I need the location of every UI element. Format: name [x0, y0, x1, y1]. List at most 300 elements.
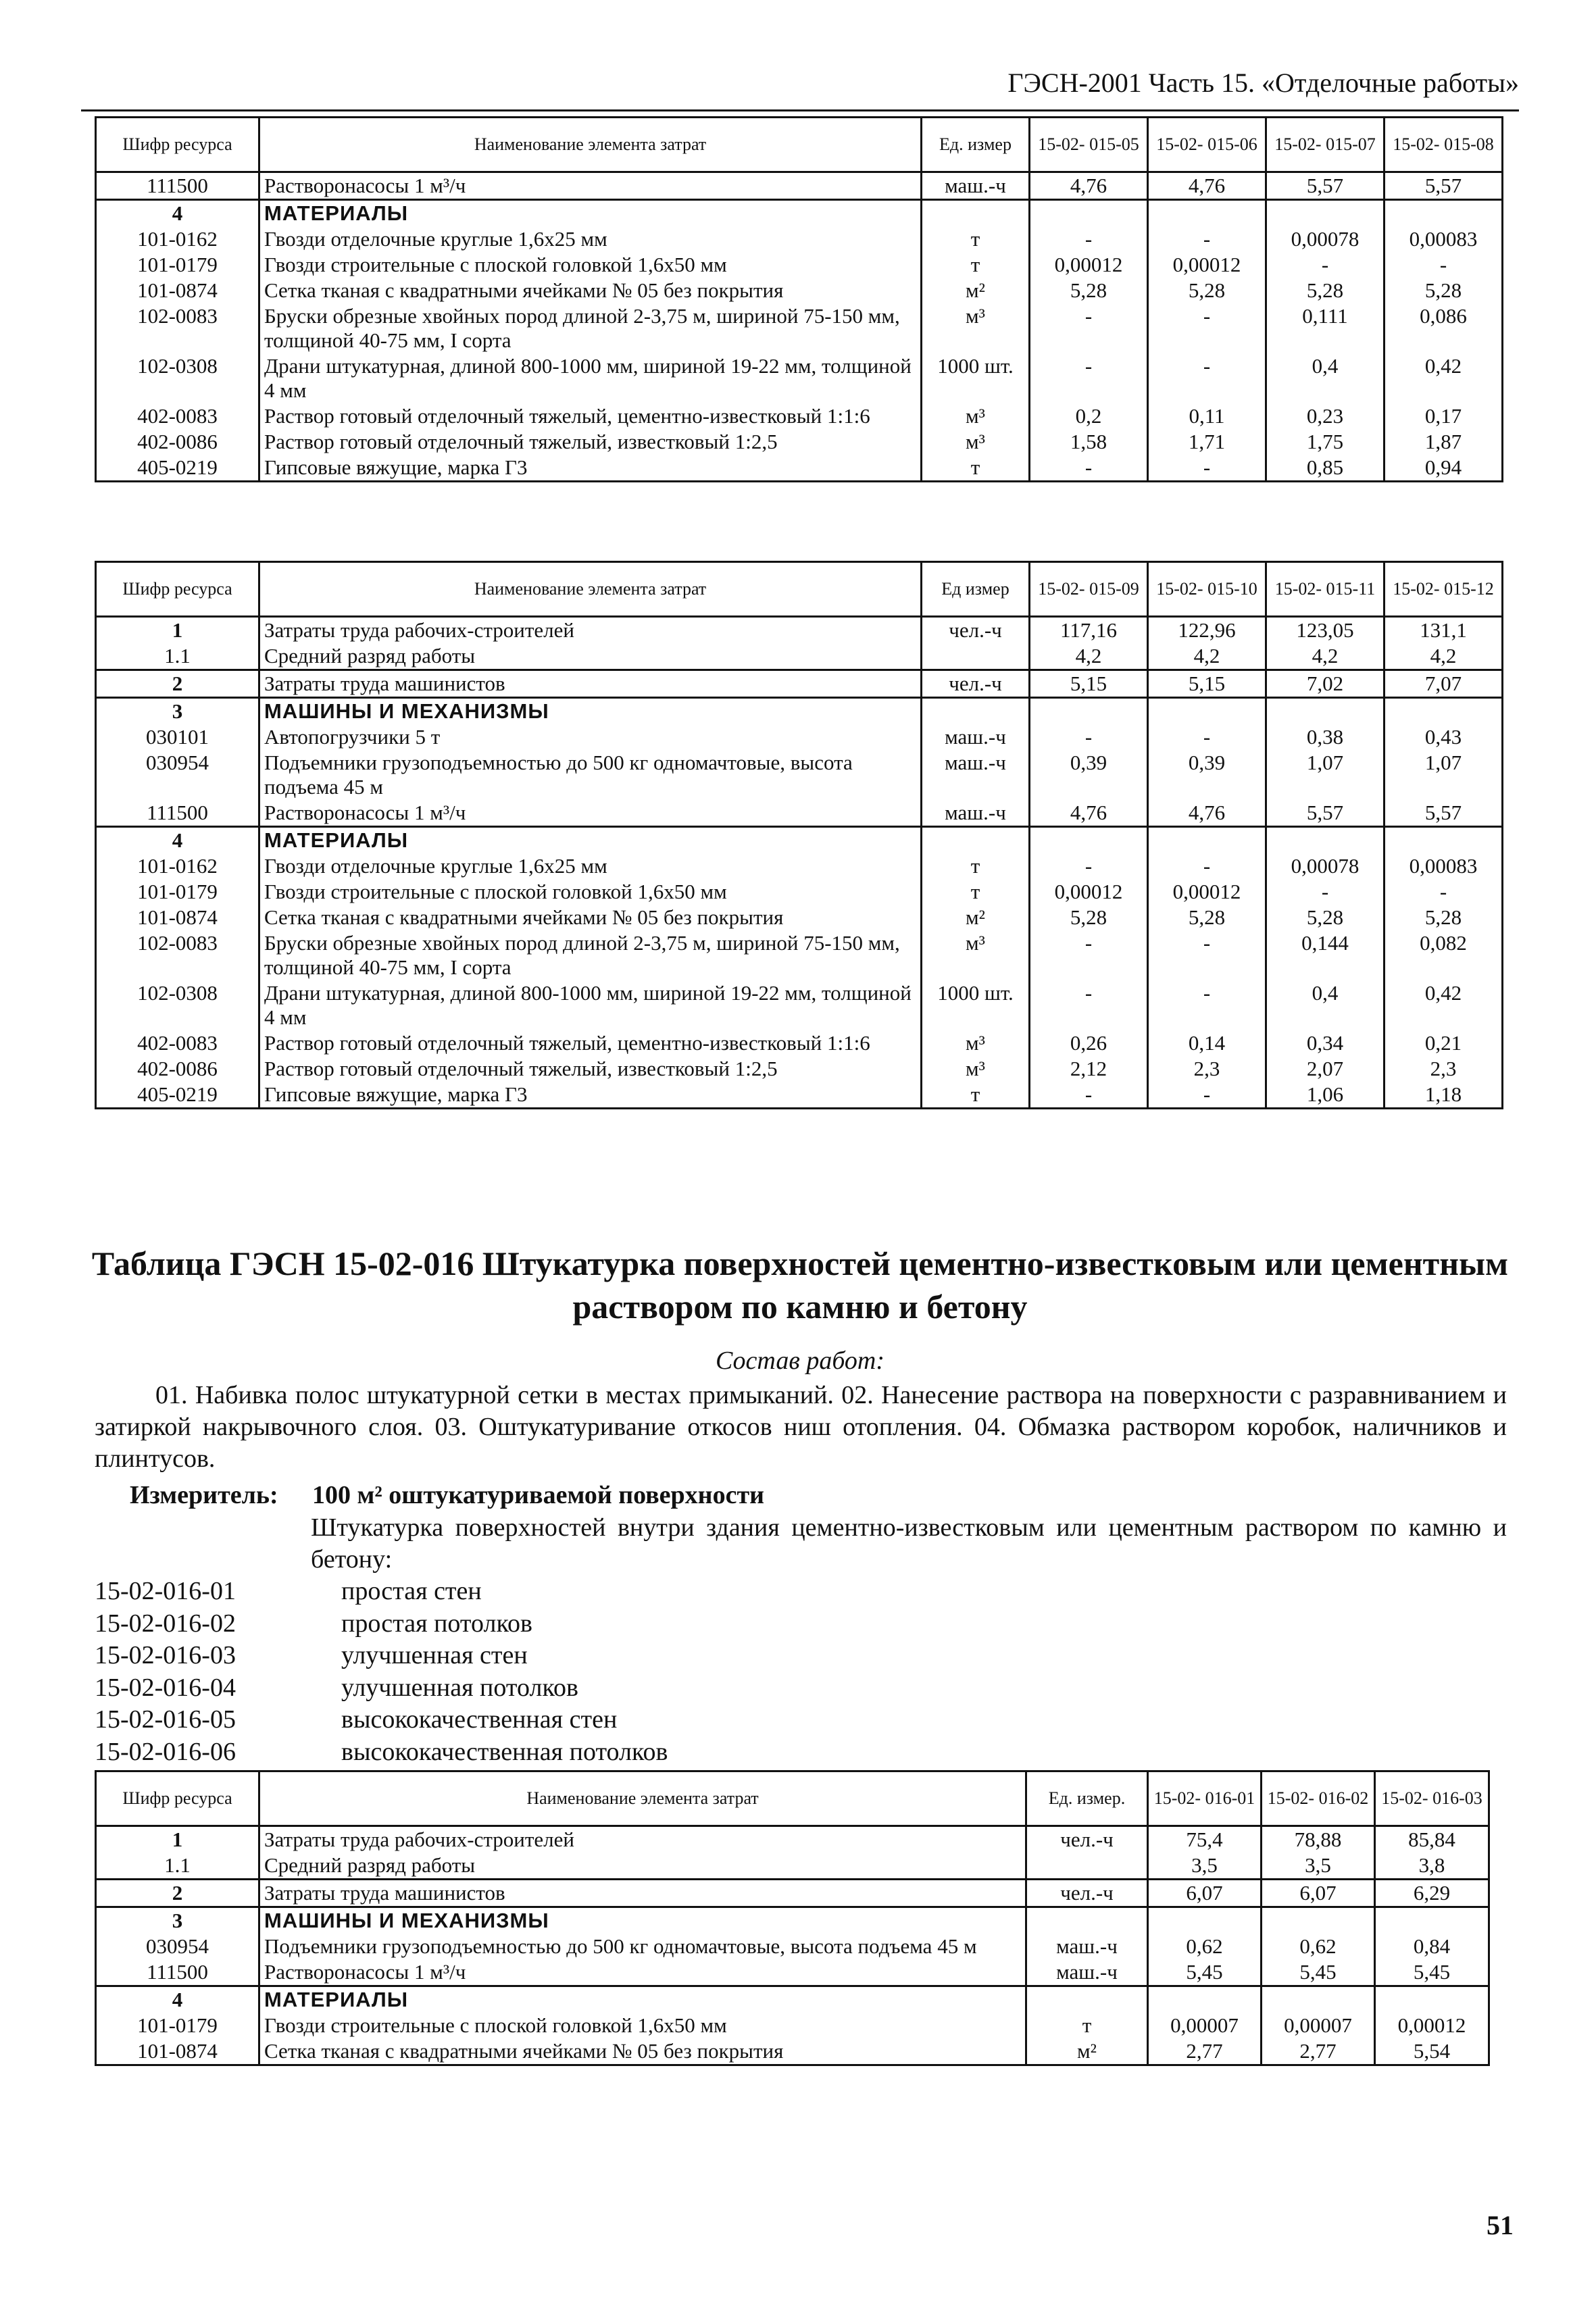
header-code: Шифр ресурса — [96, 1771, 259, 1826]
resource-value: 5,28 — [1385, 905, 1503, 930]
resource-value: 1,07 — [1385, 750, 1503, 800]
resource-value: 0,00007 — [1148, 2013, 1262, 2038]
resource-code: 405-0219 — [96, 1082, 259, 1109]
resource-code: 2 — [96, 1880, 259, 1907]
resource-code: 102-0083 — [96, 930, 259, 980]
header-code: Шифр ресурса — [96, 118, 259, 172]
resource-value: 0,85 — [1266, 455, 1385, 482]
variant-text: простая потолков — [341, 1609, 532, 1638]
section-title: МАШИНЫ И МЕХАНИЗМЫ — [259, 1907, 1026, 1934]
resource-value: 0,00083 — [1385, 853, 1503, 879]
resource-value: 0,23 — [1266, 403, 1385, 429]
resource-unit: т — [922, 252, 1030, 278]
list-item — [95, 1640, 668, 1672]
resource-value: 2,77 — [1148, 2038, 1262, 2065]
resource-value: 0,39 — [1148, 750, 1266, 800]
resource-name: Затраты труда машинистов — [259, 1880, 1026, 1907]
resource-name: Драни штукатурная, длиной 800-1000 мм, шириной 19-22 мм, толщиной 4 мм — [259, 980, 922, 1030]
resource-value: 0,00012 — [1375, 2013, 1489, 2038]
section-title: МАТЕРИАЛЫ — [259, 827, 922, 854]
table-row — [96, 853, 1503, 879]
resource-value: 0,38 — [1266, 724, 1385, 750]
header-col: 15-02- 015-08 — [1385, 118, 1503, 172]
meter-label: Измеритель: — [130, 1481, 278, 1509]
resource-value: 2,3 — [1385, 1056, 1503, 1082]
table-row — [96, 905, 1503, 930]
resource-value: - — [1148, 930, 1266, 980]
variant-text: высококачественная потолков — [341, 1737, 668, 1766]
resource-name: Раствор готовый отделочный тяжелый, цементно-известковый 1:1:6 — [259, 403, 922, 429]
resource-value: - — [1030, 980, 1148, 1030]
resource-code: 2 — [96, 670, 259, 698]
resource-value: 85,84 — [1375, 1826, 1489, 1853]
list-item — [95, 1576, 668, 1608]
resource-value: 3,5 — [1148, 1853, 1262, 1880]
resource-value: 0,84 — [1375, 1934, 1489, 1959]
resource-value: 1,07 — [1266, 750, 1385, 800]
resource-name: Бруски обрезные хвойных пород длиной 2-3,75 м, шириной 75-150 мм, толщиной 40-75 мм, I сорта — [259, 303, 922, 353]
resource-name: Гвозди отделочные круглые 1,6х25 мм — [259, 853, 922, 879]
list-item — [95, 1608, 668, 1640]
resource-value: - — [1385, 879, 1503, 905]
resource-value: 5,28 — [1030, 905, 1148, 930]
table-row — [96, 670, 1503, 698]
running-header: ГЭСН-2001 Часть 15. «Отделочные работы» — [1007, 68, 1519, 98]
resource-unit: чел.-ч — [1026, 1826, 1148, 1853]
resource-value: 0,62 — [1148, 1934, 1262, 1959]
resource-value: - — [1148, 303, 1266, 353]
section-title: МАТЕРИАЛЫ — [259, 1986, 1026, 2013]
resource-value: 4,76 — [1148, 172, 1266, 200]
resource-value: 6,29 — [1375, 1880, 1489, 1907]
resource-unit — [922, 643, 1030, 670]
resource-name: Средний разряд работы — [259, 643, 922, 670]
table-row — [96, 2038, 1489, 2065]
list-item — [95, 1672, 668, 1705]
resource-value: 3,8 — [1375, 1853, 1489, 1880]
resource-code: 1.1 — [96, 643, 259, 670]
section-row — [96, 1907, 1489, 1934]
variant-code: 15-02-016-05 — [95, 1705, 236, 1734]
resource-name: Гвозди строительные с плоской головкой 1,6х50 мм — [259, 252, 922, 278]
resource-value: 1,75 — [1266, 429, 1385, 455]
resource-code: 030101 — [96, 724, 259, 750]
resource-value: - — [1148, 1082, 1266, 1109]
table-row — [96, 1934, 1489, 1959]
header-col: 15-02- 015-11 — [1266, 562, 1385, 617]
resource-value: - — [1030, 853, 1148, 879]
resource-value: 0,00078 — [1266, 226, 1385, 252]
resource-value: 0,62 — [1262, 1934, 1375, 1959]
resource-unit: маш.-ч — [1026, 1959, 1148, 1986]
table-row — [96, 252, 1503, 278]
resource-unit: т — [922, 1082, 1030, 1109]
resource-value: 0,082 — [1385, 930, 1503, 980]
variant-code: 15-02-016-04 — [95, 1673, 236, 1702]
page-number: 51 — [1487, 2210, 1514, 2240]
resource-value: 0,42 — [1385, 353, 1503, 403]
resource-name: Гвозди строительные с плоской головкой 1,6х50 мм — [259, 2013, 1026, 2038]
section-number: 3 — [96, 1907, 259, 1934]
section-row — [96, 200, 1503, 227]
header-col: 15-02- 015-10 — [1148, 562, 1266, 617]
resource-code: 101-0179 — [96, 252, 259, 278]
resource-value: - — [1266, 879, 1385, 905]
resource-name: Сетка тканая с квадратными ячейками № 05 без покрытия — [259, 2038, 1026, 2065]
table-row — [96, 930, 1503, 980]
resource-value: 5,15 — [1030, 670, 1148, 698]
header-col: 15-02- 015-05 — [1030, 118, 1148, 172]
table-row — [96, 980, 1503, 1030]
resource-unit: чел.-ч — [1026, 1880, 1148, 1907]
table-row — [96, 2013, 1489, 2038]
header-col: 15-02- 015-12 — [1385, 562, 1503, 617]
resource-value: 2,77 — [1262, 2038, 1375, 2065]
table-row — [96, 1826, 1489, 1853]
header-name: Наименование элемента затрат — [259, 1771, 1026, 1826]
variant-code: 15-02-016-01 — [95, 1577, 236, 1605]
resource-unit: маш.-ч — [922, 724, 1030, 750]
resource-value: 0,00012 — [1030, 879, 1148, 905]
meter-description: Штукатурка поверхностей внутри здания цементно-известковым или цементным раствором по камню и бетону: — [311, 1513, 1507, 1574]
variant-text: высококачественная стен — [341, 1705, 618, 1734]
resource-name: Растворонасосы 1 м³/ч — [259, 1959, 1026, 1986]
section-number: 4 — [96, 827, 259, 854]
resource-name: Гипсовые вяжущие, марка Г3 — [259, 1082, 922, 1109]
resource-code: 102-0308 — [96, 980, 259, 1030]
resource-value: - — [1266, 252, 1385, 278]
resource-value: 0,34 — [1266, 1030, 1385, 1056]
resource-value: 5,54 — [1375, 2038, 1489, 2065]
resource-value: 5,28 — [1030, 278, 1148, 303]
resource-value: 6,07 — [1148, 1880, 1262, 1907]
resource-value: 0,00012 — [1030, 252, 1148, 278]
resource-value: 0,39 — [1030, 750, 1148, 800]
variant-text: улучшенная потолков — [341, 1673, 578, 1702]
resource-value: 5,57 — [1266, 172, 1385, 200]
header-col: 15-02- 016-01 — [1148, 1771, 1262, 1826]
resource-value: 7,07 — [1385, 670, 1503, 698]
resource-unit: маш.-ч — [1026, 1934, 1148, 1959]
resource-unit: м³ — [922, 303, 1030, 353]
section-row — [96, 1986, 1489, 2013]
resource-value: 0,14 — [1148, 1030, 1266, 1056]
resource-unit: м² — [922, 905, 1030, 930]
resource-value: - — [1030, 303, 1148, 353]
resource-name: Раствор готовый отделочный тяжелый, известковый 1:2,5 — [259, 1056, 922, 1082]
resource-value: 0,144 — [1266, 930, 1385, 980]
resource-code: 402-0086 — [96, 429, 259, 455]
resource-value: - — [1148, 980, 1266, 1030]
resource-unit: т — [922, 226, 1030, 252]
variant-code: 15-02-016-02 — [95, 1609, 236, 1638]
resource-name: Гвозди отделочные круглые 1,6х25 мм — [259, 226, 922, 252]
table-row — [96, 1082, 1503, 1109]
header-name: Наименование элемента затрат — [259, 562, 922, 617]
resource-value: - — [1148, 455, 1266, 482]
resource-code: 1.1 — [96, 1853, 259, 1880]
resource-value: 0,00007 — [1262, 2013, 1375, 2038]
resource-value: 3,5 — [1262, 1853, 1375, 1880]
resource-value: 5,45 — [1148, 1959, 1262, 1986]
resource-code: 030954 — [96, 750, 259, 800]
resource-value: 5,28 — [1266, 278, 1385, 303]
resource-value: 0,111 — [1266, 303, 1385, 353]
header-rule — [81, 109, 1519, 111]
resource-value: 5,15 — [1148, 670, 1266, 698]
resource-value: 0,94 — [1385, 455, 1503, 482]
resource-code: 111500 — [96, 1959, 259, 1986]
resource-value: 5,45 — [1262, 1959, 1375, 1986]
section-number: 4 — [96, 1986, 259, 2013]
resource-name: Подъемники грузоподъемностью до 500 кг одномачтовые, высота подъема 45 м — [259, 1934, 1026, 1959]
resource-code: 402-0086 — [96, 1056, 259, 1082]
resource-value: 0,00012 — [1148, 879, 1266, 905]
resource-name: Сетка тканая с квадратными ячейками № 05 без покрытия — [259, 905, 922, 930]
resource-value: - — [1030, 226, 1148, 252]
table-header — [96, 562, 1503, 617]
resource-name: Затраты труда рабочих-строителей — [259, 617, 922, 644]
resource-value: 75,4 — [1148, 1826, 1262, 1853]
composition-text: 01. Набивка полос штукатурной сетки в местах примыканий. 02. Нанесение раствора на поверхности с разравниванием и затиркой накрывочного слоя. 03. Оштукатуривание откосов ниш отопления. 04. Обмазка раствором коробок, наличников и плинтусов. — [95, 1381, 1507, 1473]
resource-code: 101-0179 — [96, 879, 259, 905]
resource-value: 2,3 — [1148, 1056, 1266, 1082]
resource-value: 0,00083 — [1385, 226, 1503, 252]
resource-unit: чел.-ч — [922, 670, 1030, 698]
resource-name: Автопогрузчики 5 т — [259, 724, 922, 750]
section-number: 4 — [96, 200, 259, 227]
resource-value: 0,26 — [1030, 1030, 1148, 1056]
resource-value: 0,17 — [1385, 403, 1503, 429]
resource-code: 402-0083 — [96, 403, 259, 429]
section-number: 3 — [96, 698, 259, 725]
header-unit: Ед. измер. — [1026, 1771, 1148, 1826]
table-row — [96, 724, 1503, 750]
table-header — [96, 1771, 1489, 1826]
resource-unit: маш.-ч — [922, 750, 1030, 800]
section-title: Таблица ГЭСН 15-02-016 Штукатурка поверхностей цементно-известковым или цементным раствором по камню и бетону — [91, 1244, 1509, 1326]
variant-code: 15-02-016-03 — [95, 1641, 236, 1669]
section-row — [96, 698, 1503, 725]
resource-value: 0,2 — [1030, 403, 1148, 429]
resource-unit: чел.-ч — [922, 617, 1030, 644]
resource-name: Подъемники грузоподъемностью до 500 кг одномачтовые, высота подъема 45 м — [259, 750, 922, 800]
table-row — [96, 879, 1503, 905]
table-row — [96, 800, 1503, 827]
resource-value: - — [1030, 1082, 1148, 1109]
resource-value: 0,11 — [1148, 403, 1266, 429]
table-row — [96, 1030, 1503, 1056]
table-row — [96, 429, 1503, 455]
header-col: 15-02- 016-02 — [1262, 1771, 1375, 1826]
resource-unit: м³ — [922, 1056, 1030, 1082]
header-col: 15-02- 015-07 — [1266, 118, 1385, 172]
table-row — [96, 353, 1503, 403]
resource-value: 0,43 — [1385, 724, 1503, 750]
variant-text: простая стен — [341, 1577, 482, 1605]
resource-value: 4,2 — [1385, 643, 1503, 670]
cost-table-015-09-12 — [95, 561, 1503, 1109]
section-row — [96, 827, 1503, 854]
resource-name: Средний разряд работы — [259, 1853, 1026, 1880]
composition-title: Состав работ: — [715, 1347, 885, 1375]
resource-value: 4,76 — [1030, 172, 1148, 200]
list-item — [95, 1704, 668, 1736]
resource-value: 2,12 — [1030, 1056, 1148, 1082]
table-row — [96, 750, 1503, 800]
resource-unit: м³ — [922, 1030, 1030, 1056]
table-row — [96, 303, 1503, 353]
resource-code: 1 — [96, 1826, 259, 1853]
resource-value: 5,28 — [1385, 278, 1503, 303]
resource-value: - — [1030, 930, 1148, 980]
header-col: 15-02- 015-06 — [1148, 118, 1266, 172]
resource-value: 1,58 — [1030, 429, 1148, 455]
table-row — [96, 403, 1503, 429]
table-row — [96, 1959, 1489, 1986]
resource-name: Затраты труда рабочих-строителей — [259, 1826, 1026, 1853]
table-row — [96, 1056, 1503, 1082]
cost-table-015-05-08 — [95, 116, 1503, 482]
header-unit: Ед измер — [922, 562, 1030, 617]
resource-code: 102-0308 — [96, 353, 259, 403]
resource-name: Растворонасосы 1 м³/ч — [259, 172, 922, 200]
resource-code: 101-0179 — [96, 2013, 259, 2038]
resource-value: 5,57 — [1385, 172, 1503, 200]
resource-unit: маш.-ч — [922, 800, 1030, 827]
resource-unit: т — [922, 455, 1030, 482]
resource-value: - — [1385, 252, 1503, 278]
resource-value: 123,05 — [1266, 617, 1385, 644]
table-row — [96, 172, 1503, 200]
resource-value: 0,00078 — [1266, 853, 1385, 879]
resource-name: Растворонасосы 1 м³/ч — [259, 800, 922, 827]
resource-value: 0,00012 — [1148, 252, 1266, 278]
resource-unit: м³ — [922, 429, 1030, 455]
table-row — [96, 617, 1503, 644]
section-title: МАТЕРИАЛЫ — [259, 200, 922, 227]
table-row — [96, 455, 1503, 482]
resource-value: 4,76 — [1030, 800, 1148, 827]
resource-unit: т — [922, 853, 1030, 879]
resource-code: 101-0874 — [96, 278, 259, 303]
resource-code: 101-0162 — [96, 226, 259, 252]
resource-value: 122,96 — [1148, 617, 1266, 644]
resource-unit: маш.-ч — [922, 172, 1030, 200]
table-row — [96, 643, 1503, 670]
resource-code: 111500 — [96, 172, 259, 200]
resource-name: Драни штукатурная, длиной 800-1000 мм, шириной 19-22 мм, толщиной 4 мм — [259, 353, 922, 403]
resource-value: 78,88 — [1262, 1826, 1375, 1853]
resource-code: 101-0874 — [96, 2038, 259, 2065]
header-unit: Ед. измер — [922, 118, 1030, 172]
resource-name: Гипсовые вяжущие, марка Г3 — [259, 455, 922, 482]
resource-value: 0,4 — [1266, 353, 1385, 403]
header-name: Наименование элемента затрат — [259, 118, 922, 172]
resource-value: 4,76 — [1148, 800, 1266, 827]
resource-value: 5,57 — [1266, 800, 1385, 827]
resource-name: Затраты труда машинистов — [259, 670, 922, 698]
resource-unit: м³ — [922, 930, 1030, 980]
resource-value: 5,57 — [1385, 800, 1503, 827]
resource-value: - — [1148, 226, 1266, 252]
resource-value: 1,18 — [1385, 1082, 1503, 1109]
resource-value: 0,4 — [1266, 980, 1385, 1030]
resource-value: 131,1 — [1385, 617, 1503, 644]
cost-table-016-01-03 — [95, 1770, 1490, 2066]
table-row — [96, 1880, 1489, 1907]
resource-unit: м² — [922, 278, 1030, 303]
resource-value: 117,16 — [1030, 617, 1148, 644]
resource-value: - — [1030, 455, 1148, 482]
variant-code: 15-02-016-06 — [95, 1737, 236, 1766]
resource-value: 0,42 — [1385, 980, 1503, 1030]
resource-value: 5,28 — [1148, 905, 1266, 930]
resource-value: 5,45 — [1375, 1959, 1489, 1986]
resource-value: 5,28 — [1266, 905, 1385, 930]
resource-name: Раствор готовый отделочный тяжелый, известковый 1:2,5 — [259, 429, 922, 455]
table-row — [96, 278, 1503, 303]
resource-value: - — [1148, 353, 1266, 403]
resource-code: 1 — [96, 617, 259, 644]
resource-value: 2,07 — [1266, 1056, 1385, 1082]
resource-value: 4,2 — [1030, 643, 1148, 670]
resource-value: 0,21 — [1385, 1030, 1503, 1056]
meter-value: 100 м² оштукатуриваемой поверхности — [312, 1481, 765, 1509]
resource-value: 0,086 — [1385, 303, 1503, 353]
resource-unit: т — [1026, 2013, 1148, 2038]
resource-value: 4,2 — [1266, 643, 1385, 670]
resource-name: Сетка тканая с квадратными ячейками № 05 без покрытия — [259, 278, 922, 303]
resource-value: 6,07 — [1262, 1880, 1375, 1907]
resource-code: 405-0219 — [96, 455, 259, 482]
resource-code: 101-0874 — [96, 905, 259, 930]
list-item — [95, 1736, 668, 1769]
resource-unit: 1000 шт. — [922, 353, 1030, 403]
resource-name: Раствор готовый отделочный тяжелый, цементно-известковый 1:1:6 — [259, 1030, 922, 1056]
resource-unit: т — [922, 879, 1030, 905]
resource-name: Бруски обрезные хвойных пород длиной 2-3,75 м, шириной 75-150 мм, толщиной 40-75 мм, I сорта — [259, 930, 922, 980]
table-row — [96, 1853, 1489, 1880]
resource-unit: 1000 шт. — [922, 980, 1030, 1030]
resource-value: 5,28 — [1148, 278, 1266, 303]
resource-unit: м³ — [922, 403, 1030, 429]
resource-value: - — [1030, 724, 1148, 750]
resource-value: 7,02 — [1266, 670, 1385, 698]
resource-value: 4,2 — [1148, 643, 1266, 670]
resource-code: 030954 — [96, 1934, 259, 1959]
table-row — [96, 226, 1503, 252]
resource-value: - — [1030, 353, 1148, 403]
header-col: 15-02- 016-03 — [1375, 1771, 1489, 1826]
resource-code: 111500 — [96, 800, 259, 827]
section-title: МАШИНЫ И МЕХАНИЗМЫ — [259, 698, 922, 725]
meter — [130, 1480, 764, 1511]
variant-list — [95, 1576, 668, 1768]
resource-unit — [1026, 1853, 1148, 1880]
resource-value: 1,06 — [1266, 1082, 1385, 1109]
resource-name: Гвозди строительные с плоской головкой 1,6х50 мм — [259, 879, 922, 905]
header-col: 15-02- 015-09 — [1030, 562, 1148, 617]
table-header — [96, 118, 1503, 172]
variant-text: улучшенная стен — [341, 1641, 528, 1669]
resource-unit: м² — [1026, 2038, 1148, 2065]
resource-value: 1,87 — [1385, 429, 1503, 455]
resource-code: 402-0083 — [96, 1030, 259, 1056]
resource-value: - — [1148, 724, 1266, 750]
resource-value: 1,71 — [1148, 429, 1266, 455]
resource-code: 101-0162 — [96, 853, 259, 879]
